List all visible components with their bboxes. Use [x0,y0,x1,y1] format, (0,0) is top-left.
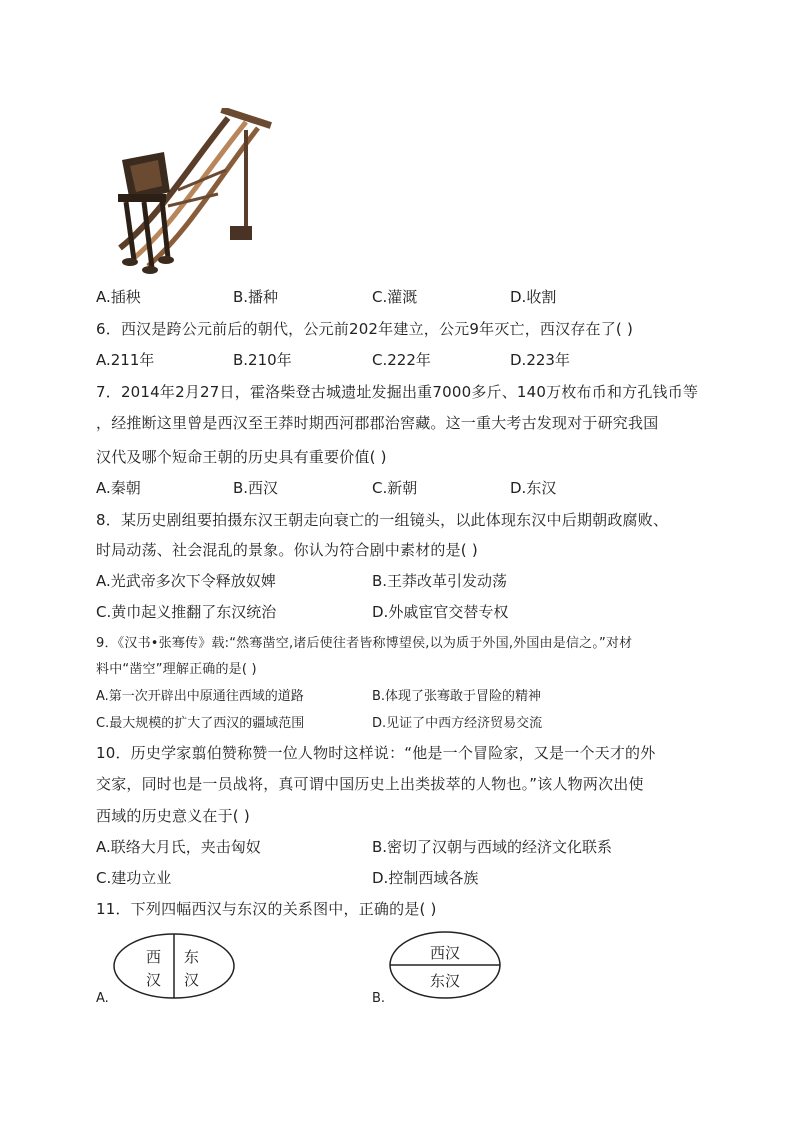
diagram-b-top: 西汉 [430,944,461,962]
q10-stem-line-2: 交家，同时也是一员战将，真可谓中国历史上出类拔萃的人物也。”该人物两次出使 [96,775,644,793]
q6-option-d: D.223年 [510,351,570,369]
diagram-a-left-top: 西 [146,948,162,966]
q9-stem-line-1: 9．《汉书•张骞传》载:“然骞凿空,诸后使往者皆称博望侯,以为质于外国,外国由是信之。”对材 [96,636,633,651]
q7-option-d: D.东汉 [510,479,557,497]
q8-stem-line-1: 8．某历史剧组要拍摄东汉王朝走向衰亡的一组镜头，以此体现东汉中后期朝政腐败、 [96,511,669,529]
q9-stem-line-2: 料中“凿空”理解正确的是( ) [96,662,257,677]
q8-option-b: B.王莽改革引发动荡 [372,572,508,590]
q8-stem-line-2: 时局动荡、社会混乱的景象。你认为符合剧中素材的是( ) [96,541,478,559]
q7-stem-line-1: 7．2014年2月27日，霍洛柴登古城遗址发掘出重7000多斤、140万枚布币和方孔钱币等 [96,383,699,401]
q7-stem-line-3: 汉代及哪个短命王朝的历史具有重要价值( ) [96,448,387,466]
q10-stem-line-1: 10．历史学家翦伯赞称赞一位人物时这样说：“他是一个冒险家，又是一个天才的外 [96,744,656,762]
q5-option-a: A.插秧 [96,288,141,306]
q6-option-a: A.211年 [96,351,155,369]
diagram-a-right-bottom: 汉 [184,971,200,989]
q10-option-d: D.控制西域各族 [372,869,479,887]
q9-option-b: B.体现了张骞敢于冒险的精神 [372,689,542,704]
diagram-a [112,932,236,1000]
q10-stem-line-3: 西域的历史意义在于( ) [96,807,250,825]
q10-option-c: C.建功立业 [96,869,172,887]
q5-option-c: C.灌溉 [372,288,418,306]
q9-option-c: C.最大规模的扩大了西汉的疆域范围 [96,716,305,731]
diagram-a-right-top: 东 [184,948,200,966]
q8-option-d: D.外戚宦官交替专权 [372,603,509,621]
q9-option-a: A.第一次开辟出中原通往西域的道路 [96,689,304,704]
q11-stem: 11．下列四幅西汉与东汉的关系图中，正确的是( ) [96,900,437,918]
q8-option-a: A.光武帝多次下令释放奴婢 [96,572,276,590]
q6-option-c: C.222年 [372,351,431,369]
q10-option-b: B.密切了汉朝与西域的经济文化联系 [372,838,613,856]
q5-option-b: B.播种 [233,288,279,306]
q7-option-b: B.西汉 [233,479,279,497]
q8-option-c: C.黄巾起义推翻了东汉统治 [96,603,277,621]
q9-option-d: D.见证了中西方经济贸易交流 [372,716,543,731]
q6-option-b: B.210年 [233,351,292,369]
q5-option-d: D.收割 [510,288,557,306]
seed-drill-illustration [108,108,276,280]
diagram-a-label: A. [96,991,109,1006]
diagram-a-left-bottom: 汉 [146,971,162,989]
diagram-b [388,930,502,1000]
q6-stem: 6．西汉是跨公元前后的朝代，公元前202年建立，公元9年灭亡，西汉存在了( ) [96,320,633,338]
diagram-b-bottom: 东汉 [430,972,461,990]
q7-option-c: C.新朝 [372,479,418,497]
diagram-b-label: B. [372,991,386,1006]
q7-stem-line-2: ，经推断这里曾是西汉至王莽时期西河郡郡治窖藏。这一重大考古发现对于研究我国 [96,414,659,432]
q10-option-a: A.联络大月氏，夹击匈奴 [96,838,261,856]
q7-option-a: A.秦朝 [96,479,141,497]
